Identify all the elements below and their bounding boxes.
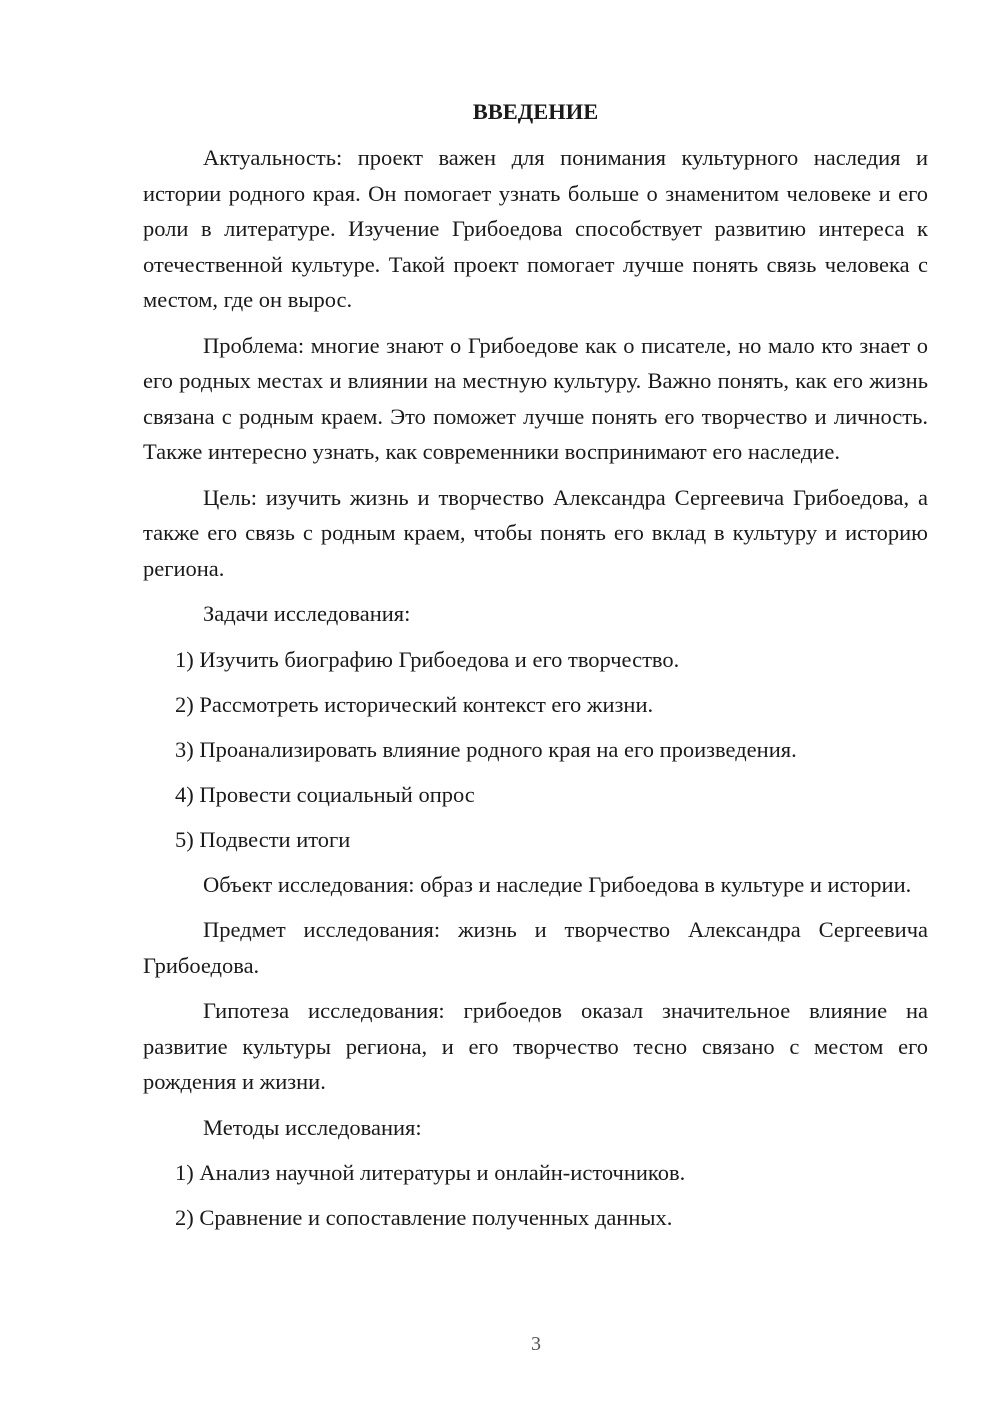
list-item: 5) Подвести итоги <box>175 826 351 852</box>
page-number: 3 <box>531 1333 541 1355</box>
subject-paragraph: Предмет исследования: жизнь и творчество Александра Сергеевича Грибоедова. <box>143 917 928 978</box>
relevance-paragraph: Актуальность: проект важен для понимания культурного наследия и истории родного края. Он помогает узнать больше о знаменитом человеке и его роли в литературе. Изучение Грибоедова способствует развитию интереса к отечественной культуре. Такой проект помогает лучше понять связь человека с местом, где он вырос. <box>143 145 928 312</box>
list-item: 4) Провести социальный опрос <box>175 781 475 807</box>
tasks-heading: Задачи исследования: <box>203 601 411 626</box>
tasks-list <box>143 642 928 858</box>
list-item: 1) Изучить биографию Грибоедова и его творчество. <box>175 646 680 672</box>
list-item: 1) Анализ научной литературы и онлайн-источников. <box>175 1160 686 1185</box>
page-content <box>143 94 928 1245</box>
hypothesis-paragraph: Гипотеза исследования: грибоедов оказал значительное влияние на развитие культуры региона, и его творчество тесно связано с местом его рождения и жизни. <box>143 998 928 1094</box>
problem-paragraph: Проблема: многие знают о Грибоедове как о писателе, но мало кто знает о его родных местах и влиянии на местную культуру. Важно понять, как его жизнь связана с родным краем. Это поможет лучше понять его творчество и личность. Также интересно узнать, как современники воспринимают его наследие. <box>143 332 928 464</box>
list-item: 2) Сравнение и сопоставление полученных данных. <box>175 1205 673 1230</box>
list-item: 2) Рассмотреть исторический контекст его жизни. <box>175 691 654 717</box>
methods-heading: Методы исследования: <box>203 1114 422 1140</box>
goal-paragraph: Цель: изучить жизнь и творчество Александра Сергеевича Грибоедова, а также его связь с родным краем, чтобы понять его вклад в культуру и историю региона. <box>143 484 928 581</box>
object-paragraph: Объект исследования: образ и наследие Грибоедова в культуре и истории. <box>203 871 912 897</box>
section-title: ВВЕДЕНИЕ <box>472 99 599 124</box>
methods-list <box>143 1155 928 1236</box>
list-item: 3) Проанализировать влияние родного края на его произведения. <box>175 736 797 762</box>
